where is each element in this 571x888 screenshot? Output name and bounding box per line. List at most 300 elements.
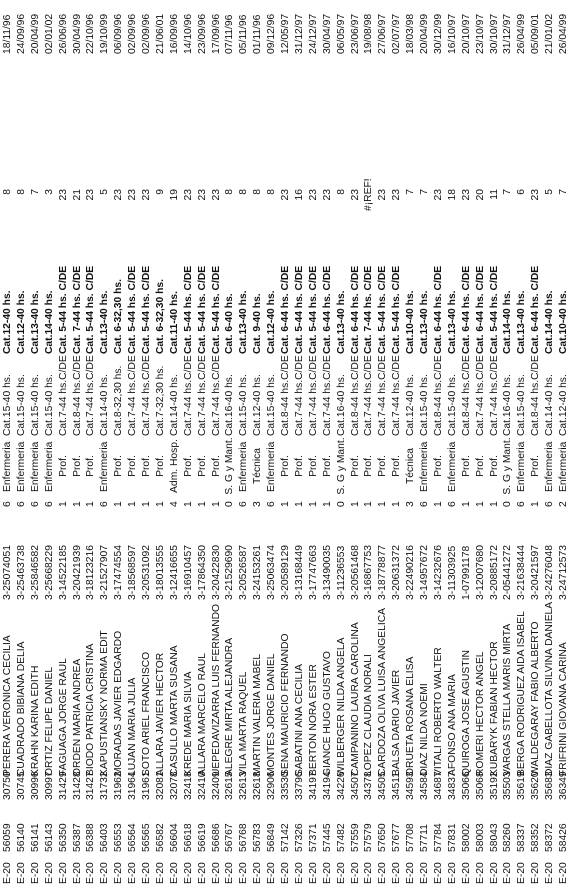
cell-num: 23 (460, 189, 472, 201)
cell-n1: 58372 (544, 823, 556, 852)
table-row (15, 0, 29, 888)
cell-num: 21 (71, 189, 83, 201)
cell-cuit: 3-25063474 (266, 545, 278, 600)
cell-date: 31/12/97 (293, 13, 305, 54)
cell-num: 6 (516, 189, 528, 195)
cell-cuit: 3-20561468 (349, 545, 361, 600)
cell-cat: Cat.15-40 hs. (266, 374, 278, 436)
cell-cuit: 3-25463738 (15, 545, 27, 600)
cell-x: 6 (15, 501, 27, 507)
cell-x: 6 (446, 501, 458, 507)
table-row (182, 0, 196, 888)
cell-x: 6 (544, 501, 556, 507)
cell-name: KRAHN KARINA EDITH (29, 665, 41, 776)
cell-x: 1 (321, 501, 333, 507)
cell-area: S. G y Mant. (224, 437, 236, 495)
cell-n1: 57142 (280, 823, 291, 852)
cell-code: E-20 (15, 862, 27, 884)
cell-x: 1 (349, 501, 361, 507)
table-row (501, 0, 515, 888)
cell-area: Prof. (391, 455, 403, 477)
cell-date: 06/05/97 (335, 13, 347, 54)
cell-x: 1 (196, 501, 208, 507)
cell-n1: 58426 (558, 823, 569, 852)
cell-name: VITALI ROBERTO WALTER (432, 647, 444, 776)
cell-cat: Cat.15-40 hs. (419, 374, 430, 436)
cell-area: Prof. (377, 455, 389, 477)
cell-cat2: Cat.14-40 hs. (544, 290, 556, 354)
table-row (515, 0, 529, 888)
cell-date: 24/12/97 (307, 13, 319, 54)
cell-cuit: 3-20589129 (280, 545, 291, 600)
cell-x: 1 (377, 501, 389, 507)
table-row (29, 0, 43, 888)
cell-cat2: Cat. 5-44 hs. C/DE (57, 265, 69, 354)
cell-date: 23/09/96 (196, 13, 208, 54)
cell-cuit: 3-21638444 (516, 545, 528, 600)
cell-cuit: 3-16910457 (182, 545, 194, 600)
cell-code: E-20 (224, 862, 236, 884)
cell-x: 4 (168, 501, 180, 507)
cell-x: 6 (43, 501, 55, 507)
table-row (98, 0, 112, 888)
cell-x: 6 (2, 501, 13, 507)
cell-n2: 34837 (446, 771, 458, 800)
cell-cuit: 1-07991178 (460, 545, 472, 600)
cell-num: 23 (85, 189, 97, 201)
cell-n2: 36349 (558, 771, 569, 800)
cell-num: 5 (544, 189, 556, 195)
cell-x: 1 (363, 501, 375, 507)
cell-num: 20 (474, 189, 486, 201)
cell-code: E-20 (530, 862, 542, 884)
cell-cat2: Cat. 6-32,30 hs. (113, 279, 125, 354)
cell-code: E-20 (266, 862, 278, 884)
cell-code: E-20 (43, 862, 55, 884)
cell-n2: 34687 (432, 771, 444, 800)
table-row (265, 0, 279, 888)
cell-x: 0 (224, 501, 236, 507)
cell-cat: Cat.7-44 hs.C/DE (210, 355, 222, 436)
cell-num: 8 (266, 189, 278, 195)
cell-n1: 56387 (71, 823, 83, 852)
cell-cuit: 3-12416655 (168, 545, 180, 600)
cell-cat2: Cat.12-40 hs. (266, 290, 278, 354)
cell-cat2: Cat. 6-44 hs. C/DE (460, 265, 472, 354)
cell-date: 05/11/96 (238, 14, 250, 54)
cell-cat: Cat.8-44 hs.C/DE (460, 355, 472, 436)
cell-n1: 57559 (349, 823, 361, 852)
cell-code: E-20 (71, 862, 83, 884)
cell-cat: Cat.12-40 hs. (252, 374, 264, 436)
cell-code: E-20 (210, 862, 222, 884)
cell-area: Prof. (488, 455, 500, 477)
table-row (376, 0, 390, 888)
cell-n2: 34507 (349, 771, 361, 800)
cell-cuit: 3-22490216 (405, 545, 417, 600)
cell-x: 1 (71, 501, 83, 507)
cell-area: Prof. (349, 455, 361, 477)
table-row (84, 0, 98, 888)
cell-cuit: 3-17864350 (196, 545, 208, 600)
cell-cat2: Cat. 6-44 hs. C/DE (349, 265, 361, 354)
cell-cuit: 3-25074051 (2, 545, 13, 600)
cell-cat2: Cat.13-40 hs. (99, 290, 111, 354)
cell-num: 23 (182, 189, 194, 201)
cell-date: 24/09/96 (15, 13, 27, 54)
cell-x: 1 (280, 501, 291, 507)
cell-cat: Cat.16-40 hs. (502, 374, 514, 436)
cell-n2: 34505 (377, 771, 389, 800)
cell-n1: 56553 (113, 823, 125, 852)
cell-area: Enfermeria (99, 441, 111, 492)
cell-cuit: 3-24712573 (558, 545, 569, 600)
cell-cuit: 3-17747663 (307, 545, 319, 600)
cell-area: Prof. (113, 455, 125, 477)
cell-n1: 57708 (405, 823, 417, 852)
cell-cuit: 3-11303925 (446, 545, 458, 600)
cell-num: 7 (419, 189, 430, 195)
cell-code: E-20 (168, 862, 180, 884)
cell-cat2: Cat. 6-44 hs. C/DE (432, 265, 444, 354)
cell-x: 6 (419, 501, 430, 507)
cell-cat: Cat.7-44 hs.C/DE (196, 355, 208, 436)
cell-code: E-20 (349, 862, 361, 884)
cell-date: 30/04/97 (321, 13, 333, 54)
cell-x: 1 (85, 501, 97, 507)
cell-cat: Cat.14-40 hs. (99, 374, 111, 436)
cell-n2: 34511 (391, 772, 403, 800)
table-row (196, 0, 210, 888)
cell-x: 1 (182, 501, 194, 507)
cell-n2: 30996 (29, 771, 41, 800)
cell-area: Prof. (127, 455, 139, 477)
table-row (557, 0, 571, 888)
cell-cat: Cat.8-44 hs.C/DE (280, 355, 291, 436)
cell-x: 6 (266, 501, 278, 507)
cell-date: 31/12/97 (502, 13, 514, 54)
cell-name: LOPEZ CLAUDIA NORALI (363, 654, 375, 776)
cell-cat: Cat.7-44 hs.C/DE (474, 355, 486, 436)
cell-cat: Cat.7-44 hs.C/DE (141, 355, 152, 436)
cell-area: Prof. (307, 455, 319, 477)
cell-name: DIAZ GABELLOTA SILVINA DANIELA (544, 601, 556, 776)
cell-area: Técnica (405, 447, 417, 485)
table-row (460, 0, 474, 888)
cell-n1: 56565 (141, 823, 152, 852)
cell-n1: 58352 (530, 823, 542, 852)
cell-cat2: Cat. 5-44 hs. C/DE (488, 265, 500, 354)
cell-n2: 35068 (474, 771, 486, 800)
cell-area: S. G y Mant. (335, 437, 347, 495)
cell-x: 1 (210, 501, 222, 507)
cell-cat2: Cat. 5-44 hs. C/DE (85, 265, 97, 354)
cell-name: UEPEDAVIZARRA LUIS FERNANDO (210, 603, 222, 776)
table-row (71, 0, 85, 888)
cell-num: 7 (502, 189, 514, 195)
cell-name: BERGA RODRIGUEZ AIDA ISABEL (516, 611, 528, 776)
cell-n2: 35503 (502, 771, 514, 800)
cell-x: 1 (141, 501, 152, 507)
table-row (43, 0, 57, 888)
cell-name: SOTO ARIEL FRANCISCO (141, 651, 152, 776)
cell-n2: 34194 (321, 771, 333, 800)
table-row (446, 0, 460, 888)
table-row (293, 0, 307, 888)
cell-cat: Cat.16-40 hs. (335, 374, 347, 436)
cell-x: 0 (502, 501, 514, 507)
cell-n2: 35620 (530, 771, 542, 800)
cell-num: 8 (252, 189, 264, 195)
cell-code: E-20 (474, 862, 486, 884)
cell-cuit: 3-18013555 (154, 545, 166, 600)
cell-date: 26/04/99 (558, 13, 569, 54)
cell-name: MONTES JORGE DANIEL (266, 653, 278, 776)
cell-cat2: Cat. 5-44 hs. C/DE (377, 265, 389, 354)
cell-n1: 56619 (196, 823, 208, 852)
table-row (321, 0, 335, 888)
cell-cat2: Cat.14-40 hs. (43, 290, 55, 354)
cell-code: E-20 (57, 862, 69, 884)
cell-cuit: 3-25846582 (29, 545, 41, 600)
table-row (529, 0, 543, 888)
cell-area: Prof. (432, 455, 444, 477)
cell-num: 8 (2, 189, 13, 195)
table-row (251, 0, 265, 888)
cell-cat: Cat.7-44 hs.C/DE (377, 355, 389, 436)
cell-n1: 58337 (516, 823, 528, 852)
cell-code: E-20 (544, 862, 556, 884)
cell-cuit: 3-11236553 (335, 545, 347, 600)
cell-cuit: 3-25668229 (43, 545, 55, 600)
cell-area: Prof. (474, 455, 486, 477)
cell-date: 30/04/99 (71, 13, 83, 54)
table-row (168, 0, 182, 888)
cell-cat: Cat.15-40 hs. (516, 374, 528, 436)
cell-cat2: Cat. 5-44 hs. C/DE (210, 265, 222, 354)
cell-name: KUBARYK FABIAN HECTOR (488, 641, 500, 776)
cell-num: 8 (224, 189, 236, 195)
table-row (112, 0, 126, 888)
cell-date: 02/07/97 (391, 13, 403, 54)
cell-name: PERERA VERONICA CECILIA (2, 635, 13, 776)
cell-name: CASULLO MARTA SUSANA (168, 645, 180, 776)
cell-num: 23 (210, 189, 222, 201)
cell-date: 14/10/96 (182, 13, 194, 54)
cell-n2: 35192 (488, 771, 500, 800)
table-row (126, 0, 140, 888)
cell-name: AFONSO ANA MARIA (446, 674, 458, 776)
cell-code: E-20 (127, 862, 139, 884)
cell-name: QUIROGA JOSE AGUSTIN (460, 650, 472, 776)
cell-cuit: 3-18568597 (127, 545, 139, 600)
cell-n2: 31962 (113, 771, 125, 800)
cell-n2: 34226 (335, 771, 347, 800)
table-row (432, 0, 446, 888)
table-row (223, 0, 237, 888)
cell-n2: 31961 (141, 771, 152, 800)
cell-date: 20/10/97 (460, 13, 472, 54)
cell-name: MARTIN VALERIA MABEL (252, 653, 264, 776)
table-row (237, 0, 251, 888)
cell-code: E-20 (182, 862, 194, 884)
cell-n1: 56140 (15, 823, 27, 852)
table-row (279, 0, 293, 888)
cell-cat: Cat.12-40 hs. (405, 374, 417, 436)
cell-num: 23 (432, 189, 444, 201)
cell-n1: 56141 (29, 823, 41, 852)
cell-date: 16/09/96 (168, 13, 180, 54)
cell-num: 23 (113, 189, 125, 201)
cell-date: 18/11/96 (2, 14, 13, 54)
cell-cat: Cat.8-44 hs.C/DE (530, 355, 542, 436)
cell-cat: Cat.15-40 hs. (29, 374, 41, 436)
cell-n2: 32613 (238, 771, 250, 800)
cell-cat: Cat.7-32,30 hs. (154, 365, 166, 436)
cell-x: 1 (432, 501, 444, 507)
cell-cat: Cat.15-40 hs. (43, 374, 55, 436)
cell-num: 23 (127, 189, 139, 201)
cell-name: ALLARA JAVIER HECTOR (154, 652, 166, 776)
cell-x: 1 (530, 501, 542, 507)
cell-date: 22/10/96 (85, 13, 97, 54)
cell-name: WILBERGER NILDA ANGELA (335, 637, 347, 776)
cell-area: Enfermeria (516, 441, 528, 492)
cell-n1: 57371 (307, 823, 319, 852)
cell-n2: 33530 (280, 771, 291, 800)
cell-cuit: 3-14232676 (432, 545, 444, 600)
cell-n1: 56783 (252, 823, 264, 852)
cell-date: 09/12/96 (266, 13, 278, 54)
cell-cat: Cat.8-44 hs.C/DE (349, 355, 361, 436)
cell-cuit: 3-18778877 (377, 545, 389, 600)
cell-cuit: 3-21529690 (224, 545, 236, 600)
cell-name: FAGUAGA JORGE RAUL (57, 658, 69, 776)
cell-cuit: 3-17474554 (113, 545, 125, 600)
cell-cat2: Cat. 6-44 hs. C/DE (280, 265, 291, 354)
cell-name: BERTON NORA ESTER (307, 664, 319, 776)
cell-n1: 56403 (99, 823, 111, 852)
cell-x: 1 (57, 501, 69, 507)
table-row (543, 0, 557, 888)
cell-cat2: Cat.12-40 hs. (2, 290, 13, 354)
cell-area: Prof. (85, 455, 97, 477)
cell-code: E-20 (293, 862, 305, 884)
cell-name: ORUETA ROSANA ELISA (405, 656, 417, 776)
cell-cat: Cat.7-44 hs.C/DE (293, 355, 305, 436)
cell-num: 23 (280, 189, 291, 201)
cell-cuit: 2-05441272 (502, 545, 514, 600)
cell-cat2: Cat. 6-40 hs. (224, 293, 236, 354)
cell-num: 8 (335, 189, 347, 195)
cell-code: E-20 (363, 862, 375, 884)
cell-x: 1 (474, 501, 486, 507)
table-row (349, 0, 363, 888)
cell-cat2: Cat.10-40 hs. (405, 290, 417, 354)
cell-cat2: Cat.12-40 hs. (15, 290, 27, 354)
cell-name: SABATINI ANA CECILIA (293, 664, 305, 776)
cell-name: CUADRADO BIBIANA DELIA (15, 641, 27, 776)
cell-name: CAMPANINO LAURA CAROLINA (349, 622, 361, 776)
cell-x: 1 (307, 501, 319, 507)
cell-n1: 57326 (293, 823, 305, 852)
cell-n2: 31732 (99, 771, 111, 800)
cell-code: E-20 (419, 862, 430, 884)
cell-cat: Cat.14-40 hs. (544, 374, 556, 436)
cell-cat2: Cat. 5-44 hs. C/DE (391, 265, 403, 354)
cell-code: E-20 (2, 862, 13, 884)
cell-code: E-20 (446, 862, 458, 884)
table-row (307, 0, 321, 888)
cell-name: BIODO PATRICIA CRISTINA (85, 643, 97, 776)
cell-cat2: Cat. 5-44 hs. C/DE (127, 265, 139, 354)
cell-area: Prof. (196, 455, 208, 477)
cell-date: 02/01/02 (43, 13, 55, 54)
table-row (404, 0, 418, 888)
cell-n2: 35066 (460, 771, 472, 800)
table-row (57, 0, 71, 888)
cell-area: Prof. (321, 455, 333, 477)
cell-n2: 33796 (293, 771, 305, 800)
cell-area: Técnica (252, 447, 264, 485)
cell-x: 1 (293, 501, 305, 507)
cell-name: WALDEGARAY FABIO ALBERTO (530, 621, 542, 776)
cell-cat: Cat.16-40 hs. (224, 374, 236, 436)
cell-area: S. G y Mant. (502, 437, 514, 495)
cell-area: Prof. (210, 455, 222, 477)
cell-cat2: Cat. 9-40 hs. (252, 293, 264, 354)
cell-n2: 32081 (154, 771, 166, 800)
cell-date: 18/03/98 (405, 13, 417, 54)
cell-cat: Cat.15-40 hs. (238, 374, 250, 436)
table-row (1, 0, 15, 888)
cell-area: Enfermeria (238, 441, 250, 492)
cell-area: Prof. (71, 455, 83, 477)
table-row (488, 0, 502, 888)
cell-code: E-20 (488, 862, 500, 884)
cell-cat2: Cat.13-40 hs. (516, 290, 528, 354)
cell-x: 1 (488, 501, 500, 507)
cell-cat: Cat.7-44 hs.C/DE (391, 355, 403, 436)
cell-cat2: Cat. 6-44 hs. C/DE (530, 265, 542, 354)
cell-n2: 30750 (2, 771, 13, 800)
cell-cat2: Cat.11-40 hs. (168, 291, 180, 354)
cell-x: 1 (460, 501, 472, 507)
cell-n2: 34584 (419, 771, 430, 800)
cell-name: LUJAN MARIA JULIA (127, 677, 139, 776)
cell-cat: Cat.7-44 hs.C/DE (488, 355, 500, 436)
table-row (140, 0, 154, 888)
cell-x: 3 (405, 501, 417, 507)
cell-n2: 34593 (405, 771, 417, 800)
cell-name: FRIFRINI GIOVANA CARINA (558, 642, 569, 776)
table-row (154, 0, 168, 888)
cell-n2: 32409 (210, 771, 222, 800)
cell-cat2: Cat.13-40 hs. (29, 290, 41, 354)
cell-n2: 32410 (196, 771, 208, 800)
cell-num: 23 (321, 189, 333, 201)
cell-date: 19/08/98 (363, 13, 375, 54)
cell-cuit: 3-16867753 (363, 545, 375, 600)
cell-code: E-20 (99, 862, 111, 884)
cell-num: #¡REF! (363, 178, 375, 211)
cell-cat: Cat.7-44 hs.C/DE (363, 355, 375, 436)
cell-cuit: 3-20421597 (530, 545, 542, 600)
cell-cat2: Cat.13-40 hs. (335, 290, 347, 354)
cell-n2: 32618 (252, 771, 264, 800)
cell-name: CARDOZA OLIVA LUISA ANGELICA (377, 607, 389, 776)
cell-num: 7 (405, 189, 417, 195)
